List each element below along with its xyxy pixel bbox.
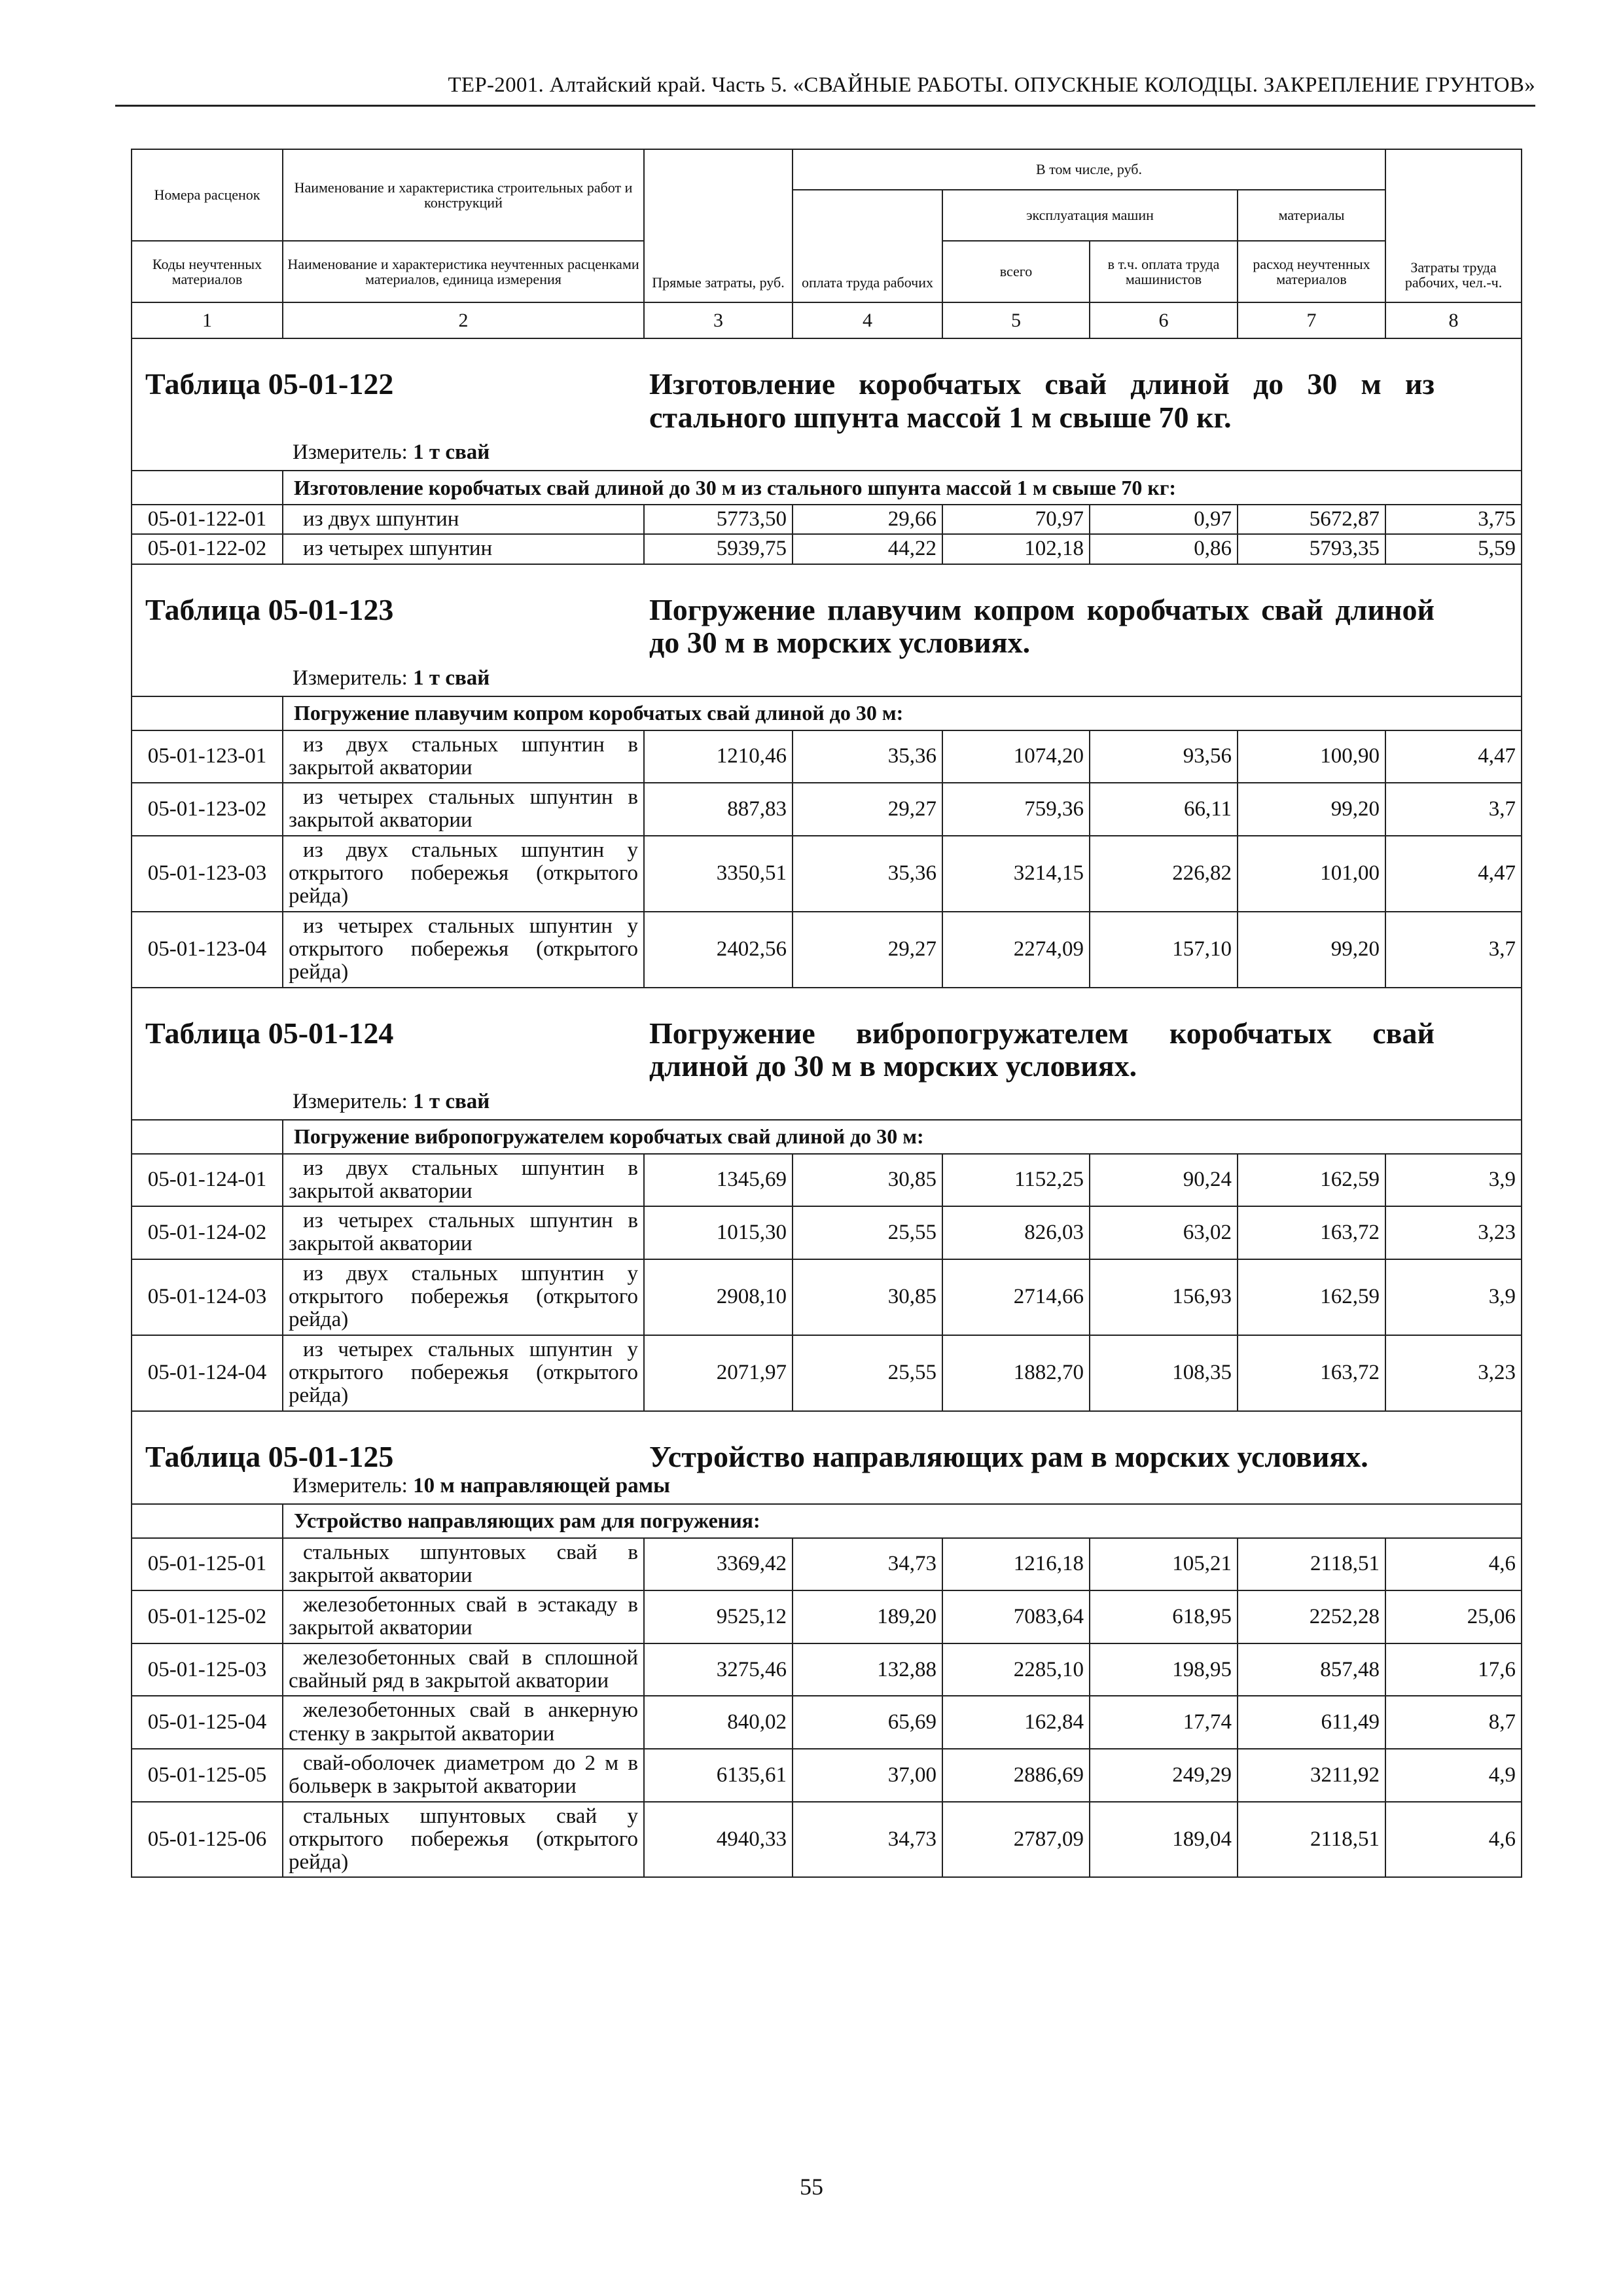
table-row [132,1206,1522,1259]
labor-payment: 34,73 [793,1802,942,1878]
labor-payment: 30,85 [793,1259,942,1335]
materials-cost: 2118,51 [1238,1538,1385,1591]
labor-payment: 35,36 [793,836,942,912]
labor-hours: 4,6 [1385,1802,1522,1878]
materials-cost: 99,20 [1238,912,1385,988]
machinists-payment: 618,95 [1090,1590,1238,1643]
column-number: 3 [644,302,793,338]
labor-payment: 35,36 [793,730,942,783]
machines-total: 2886,69 [942,1749,1090,1802]
column-number: 5 [942,302,1090,338]
direct-costs: 3350,51 [644,836,793,912]
table-row [132,836,1522,912]
table-name: Изготовление коробчатых свай длиной до 30 м из стального шпунта массой 1 м свыше 70 кг. [649,367,1435,434]
labor-hours: 3,7 [1385,783,1522,836]
rate-description: из двух стальных шпунтин в закрытой акватории [283,1154,644,1207]
labor-hours: 8,7 [1385,1696,1522,1749]
unit-line [293,1474,670,1498]
table-row [132,1538,1522,1591]
rate-description: железобетонных свай в эстакаду в закрытой акватории [283,1590,644,1643]
direct-costs: 887,83 [644,783,793,836]
rate-code: 05-01-124-01 [132,1154,283,1207]
labor-hours: 17,6 [1385,1643,1522,1696]
machinists-payment: 198,95 [1090,1643,1238,1696]
machinists-payment: 66,11 [1090,783,1238,836]
rate-code: 05-01-125-06 [132,1802,283,1878]
labor-payment: 29,27 [793,783,942,836]
table-row [132,1696,1522,1749]
labor-payment: 34,73 [793,1538,942,1591]
labor-hours: 5,59 [1385,534,1522,564]
running-header [115,64,1535,107]
machinists-payment: 17,74 [1090,1696,1238,1749]
materials-cost: 5793,35 [1238,534,1385,564]
running-header-text: ТЕР-2001. Алтайский край. Часть 5. «СВАЙНЫЕ РАБОТЫ. ОПУСКНЫЕ КОЛОДЦЫ. ЗАКРЕПЛЕНИЕ ГРУНТОВ» [448,73,1535,97]
labor-hours: 4,47 [1385,836,1522,912]
rate-code: 05-01-122-01 [132,505,283,534]
rate-description: железобетонных свай в анкерную стенку в закрытой акватории [283,1696,644,1749]
materials-cost: 162,59 [1238,1259,1385,1335]
direct-costs: 3369,42 [644,1538,793,1591]
machinists-payment: 156,93 [1090,1259,1238,1335]
column-number: 7 [1238,302,1385,338]
labor-payment: 30,85 [793,1154,942,1207]
table-row [132,912,1522,988]
labor-payment: 29,27 [793,912,942,988]
table-title-row [132,1411,1522,1504]
unit-value: 10 м направляющей рамы [413,1473,670,1498]
direct-costs: 6135,61 [644,1749,793,1802]
rate-code: 05-01-125-05 [132,1749,283,1802]
direct-costs: 9525,12 [644,1590,793,1643]
labor-payment: 37,00 [793,1749,942,1802]
labor-payment: 25,55 [793,1335,942,1411]
col1-header-b: Коды неучтенных материалов [132,241,283,302]
machines-total: 162,84 [942,1696,1090,1749]
machinists-payment: 105,21 [1090,1538,1238,1591]
col3-header: Прямые затраты, руб. [644,149,793,302]
table-row [132,1590,1522,1643]
rate-code: 05-01-122-02 [132,534,283,564]
rate-description: стальных шпунтовых свай в закрытой акватории [283,1538,644,1591]
subheader-row [132,1120,1522,1154]
direct-costs: 3275,46 [644,1643,793,1696]
rate-description: из двух стальных шпунтин в закрытой акватории [283,730,644,783]
table-number: Таблица 05-01-124 [145,1016,394,1050]
table-title-row [132,988,1522,1120]
table-name: Погружение плавучим копром коробчатых свай длиной до 30 м в морских условиях. [649,592,1435,660]
rate-description: свай-оболочек диаметром до 2 м в больверк в закрытой акватории [283,1749,644,1802]
machines-header: эксплуатация машин [942,190,1238,241]
machines-total: 2787,09 [942,1802,1090,1878]
rate-description: из четырех стальных шпунтин у открытого побережья (открытого рейда) [283,1335,644,1411]
labor-hours: 4,9 [1385,1749,1522,1802]
labor-payment: 25,55 [793,1206,942,1259]
rate-code: 05-01-123-03 [132,836,283,912]
machinists-payment: 189,04 [1090,1802,1238,1878]
subheader-row [132,1504,1522,1538]
table-row [132,534,1522,564]
rate-description: из четырех стальных шпунтин в закрытой акватории [283,783,644,836]
machinists-payment: 90,24 [1090,1154,1238,1207]
labor-payment: 65,69 [793,1696,942,1749]
unit-label: Измеритель: [293,1089,408,1113]
table-number: Таблица 05-01-122 [145,367,394,401]
labor-hours: 4,6 [1385,1538,1522,1591]
rate-description: из двух стальных шпунтин у открытого побережья (открытого рейда) [283,836,644,912]
machinists-payment: 226,82 [1090,836,1238,912]
subheader-text: Погружение плавучим копром коробчатых свай длиной до 30 м: [283,696,1522,730]
labor-hours: 3,23 [1385,1206,1522,1259]
col1-header-a: Номера расценок [132,149,283,241]
machinists-payment: 0,86 [1090,534,1238,564]
direct-costs: 2908,10 [644,1259,793,1335]
table-row [132,505,1522,534]
table-title-row [132,564,1522,696]
labor-hours: 3,23 [1385,1335,1522,1411]
included-header: В том числе, руб. [793,149,1385,190]
table-row [132,1749,1522,1802]
column-number: 4 [793,302,942,338]
col2-header-b: Наименование и характеристика неучтенных расценками материалов, единица измерения [283,241,644,302]
materials-cost: 2252,28 [1238,1590,1385,1643]
subheader-text: Изготовление коробчатых свай длиной до 30 м из стального шпунта массой 1 м свыше 70 кг: [283,471,1522,505]
table-number: Таблица 05-01-123 [145,592,394,626]
rate-code: 05-01-123-04 [132,912,283,988]
materials-cost: 99,20 [1238,783,1385,836]
materials-cost: 163,72 [1238,1335,1385,1411]
materials-cost: 101,00 [1238,836,1385,912]
table-number: Таблица 05-01-125 [145,1439,394,1473]
rate-description: из двух стальных шпунтин у открытого побережья (открытого рейда) [283,1259,644,1335]
column-number: 8 [1385,302,1522,338]
labor-hours: 3,9 [1385,1259,1522,1335]
rate-description: из двух шпунтин [283,505,644,534]
machinists-payment: 0,97 [1090,505,1238,534]
direct-costs: 2071,97 [644,1335,793,1411]
subheader-row [132,696,1522,730]
header-row-1 [132,149,1522,190]
rate-description: из четырех шпунтин [283,534,644,564]
rate-description: из четырех стальных шпунтин в закрытой акватории [283,1206,644,1259]
table-row [132,1335,1522,1411]
machines-total: 102,18 [942,534,1090,564]
col2-header-a: Наименование и характеристика строительных работ и конструкций [283,149,644,241]
unit-value: 1 т свай [413,1089,490,1113]
labor-hours: 3,7 [1385,912,1522,988]
rate-code: 05-01-123-01 [132,730,283,783]
unit-line [293,440,490,465]
materials-cost: 3211,92 [1238,1749,1385,1802]
direct-costs: 5939,75 [644,534,793,564]
machinists-payment: 63,02 [1090,1206,1238,1259]
materials-cost: 163,72 [1238,1206,1385,1259]
machines-total: 1216,18 [942,1538,1090,1591]
machines-total: 826,03 [942,1206,1090,1259]
table-row [132,730,1522,783]
rate-code: 05-01-125-03 [132,1643,283,1696]
materials-cost: 162,59 [1238,1154,1385,1207]
rate-description: из четырех стальных шпунтин у открытого побережья (открытого рейда) [283,912,644,988]
machines-total: 2714,66 [942,1259,1090,1335]
col4-header: оплата труда рабочих [793,190,942,302]
labor-payment: 44,22 [793,534,942,564]
labor-payment: 132,88 [793,1643,942,1696]
page-number: 55 [800,2174,823,2200]
direct-costs: 1015,30 [644,1206,793,1259]
rates-table [131,149,1522,1878]
rate-code: 05-01-123-02 [132,783,283,836]
col8-header: Затраты труда рабочих, чел.-ч. [1385,149,1522,302]
materials-cost: 611,49 [1238,1696,1385,1749]
subheader-text: Погружение вибропогружателем коробчатых свай длиной до 30 м: [283,1120,1522,1154]
table-name: Погружение вибропогружателем коробчатых свай длиной до 30 м в морских условиях. [649,1016,1435,1083]
direct-costs: 2402,56 [644,912,793,988]
rate-description: стальных шпунтовых свай у открытого побережья (открытого рейда) [283,1802,644,1878]
table-row [132,783,1522,836]
machines-total: 2285,10 [942,1643,1090,1696]
labor-hours: 3,75 [1385,505,1522,534]
materials-cost: 5672,87 [1238,505,1385,534]
machinists-payment: 157,10 [1090,912,1238,988]
machines-total: 2274,09 [942,912,1090,988]
table-name: Устройство направляющих рам в морских условиях. [649,1439,1368,1473]
materials-header: материалы [1238,190,1385,241]
machines-total: 1152,25 [942,1154,1090,1207]
column-number: 6 [1090,302,1238,338]
table-row [132,1643,1522,1696]
labor-hours: 25,06 [1385,1590,1522,1643]
column-number: 1 [132,302,283,338]
materials-cost: 100,90 [1238,730,1385,783]
unit-line [293,666,490,691]
labor-hours: 4,47 [1385,730,1522,783]
unit-value: 1 т свай [413,666,490,690]
table-row [132,1259,1522,1335]
labor-payment: 29,66 [793,505,942,534]
subheader-text: Устройство направляющих рам для погружения: [283,1504,1522,1538]
direct-costs: 1210,46 [644,730,793,783]
materials-cost: 2118,51 [1238,1802,1385,1878]
unit-label: Измеритель: [293,1473,408,1498]
subheader-row [132,471,1522,505]
column-number: 2 [283,302,644,338]
machines-total: 70,97 [942,505,1090,534]
rate-code: 05-01-125-02 [132,1590,283,1643]
machines-total: 3214,15 [942,836,1090,912]
direct-costs: 840,02 [644,1696,793,1749]
machinists-payment: 108,35 [1090,1335,1238,1411]
machinists-payment: 93,56 [1090,730,1238,783]
column-numbers-row [132,302,1522,338]
table-title-row [132,338,1522,471]
materials-cost: 857,48 [1238,1643,1385,1696]
labor-hours: 3,9 [1385,1154,1522,1207]
direct-costs: 4940,33 [644,1802,793,1878]
rate-code: 05-01-125-04 [132,1696,283,1749]
machines-total: 1882,70 [942,1335,1090,1411]
rate-code: 05-01-124-04 [132,1335,283,1411]
rate-description: железобетонных свай в сплошной свайный ряд в закрытой акватории [283,1643,644,1696]
rate-code: 05-01-124-02 [132,1206,283,1259]
labor-payment: 189,20 [793,1590,942,1643]
rate-code: 05-01-124-03 [132,1259,283,1335]
machinists-payment: 249,29 [1090,1749,1238,1802]
direct-costs: 1345,69 [644,1154,793,1207]
unit-label: Измеритель: [293,666,408,690]
machines-total: 759,36 [942,783,1090,836]
col7-header: расход неучтенных материалов [1238,241,1385,302]
direct-costs: 5773,50 [644,505,793,534]
table-body [132,149,1522,1877]
table-row [132,1154,1522,1207]
unit-value: 1 т свай [413,440,490,464]
col6-header: в т.ч. оплата труда машинистов [1090,241,1238,302]
machines-total: 7083,64 [942,1590,1090,1643]
rate-code: 05-01-125-01 [132,1538,283,1591]
unit-label: Измеритель: [293,440,408,464]
table-row [132,1802,1522,1878]
machines-total: 1074,20 [942,730,1090,783]
unit-line [293,1090,490,1114]
col5-header: всего [942,241,1090,302]
